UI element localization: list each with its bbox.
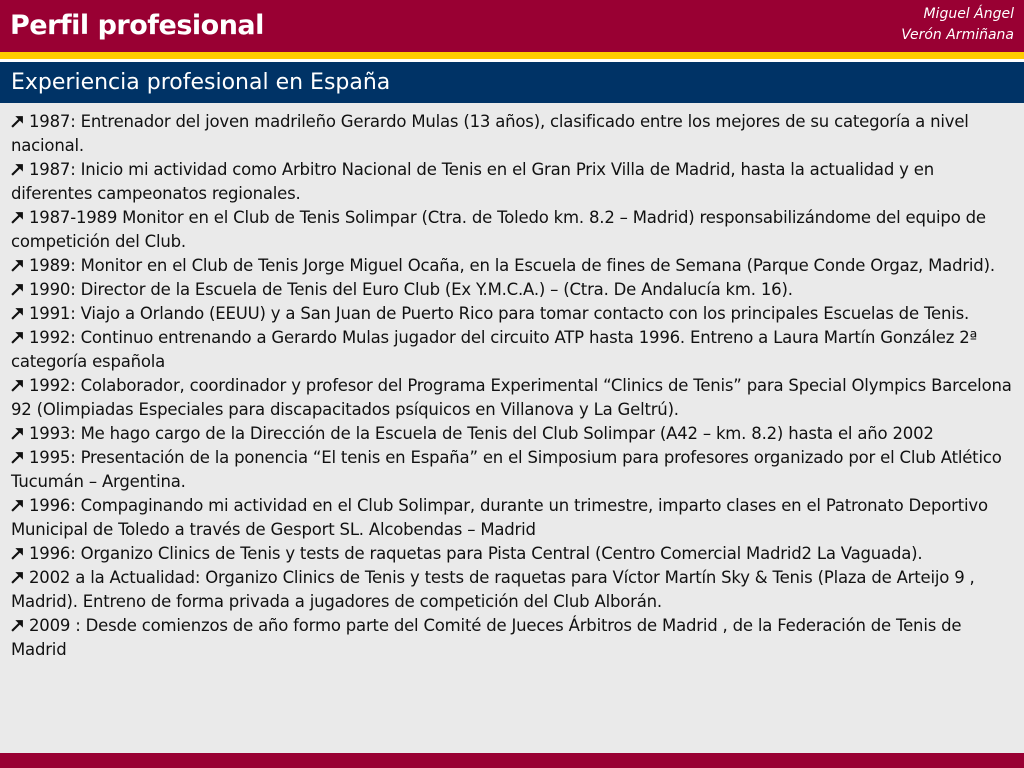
list-item [11,422,1017,446]
arrow-up-right-icon [11,163,24,176]
list-item [11,158,1017,206]
page-title: Perfil profesional [10,10,264,41]
arrow-up-right-icon [11,499,24,512]
arrow-up-right-icon [11,283,24,296]
content-area [0,103,1024,753]
list-item [11,278,1017,302]
arrow-up-right-icon [11,259,24,272]
arrow-up-right-icon [11,571,24,584]
list-item-text: 1993: Me hago cargo de la Dirección de la Escuela de Tenis del Club Solimpar (A42 – km. 8.2) hasta el año 2002 [29,424,934,443]
author-name [901,4,1014,46]
arrow-up-right-icon [11,307,24,320]
list-item [11,374,1017,422]
footer-bar [0,753,1024,768]
list-item-text: 1989: Monitor en el Club de Tenis Jorge Miguel Ocaña, en la Escuela de fines de Semana (Parque Conde Orgaz, Madrid). [29,256,995,275]
list-item [11,614,1017,662]
list-item-text: 1996: Compaginando mi actividad en el Club Solimpar, durante un trimestre, imparto clases en el Patronato Deportivo Municipal de Toledo a través de Gesport SL. Alcobendas – Madrid [11,496,988,539]
list-item-text: 2009 : Desde comienzos de año formo parte del Comité de Jueces Árbitros de Madrid , de la Federación de Tenis de Madrid [11,616,962,659]
list-item [11,254,1017,278]
list-item-text: 1987: Inicio mi actividad como Arbitro Nacional de Tenis en el Gran Prix Villa de Madrid, hasta la actualidad y en diferentes campeonatos regionales. [11,160,934,203]
author-first-name: Miguel Ángel [923,6,1014,22]
header-bar [0,0,1024,52]
list-item [11,110,1017,158]
arrow-up-right-icon [11,427,24,440]
list-item [11,542,1017,566]
section-title: Experiencia profesional en España [11,70,391,95]
arrow-up-right-icon [11,331,24,344]
list-item-text: 1995: Presentación de la ponencia “El tenis en España” en el Simposium para profesores organizado por el Club Atlético Tucumán – Argentina. [11,448,1002,491]
arrow-up-right-icon [11,379,24,392]
list-item [11,302,1017,326]
arrow-up-right-icon [11,619,24,632]
arrow-up-right-icon [11,211,24,224]
arrow-up-right-icon [11,115,24,128]
accent-stripe [0,52,1024,59]
list-item-text: 1996: Organizo Clinics de Tenis y tests de raquetas para Pista Central (Centro Comercial Madrid2 La Vaguada). [29,544,923,563]
arrow-up-right-icon [11,451,24,464]
list-item-text: 1991: Viajo a Orlando (EEUU) y a San Juan de Puerto Rico para tomar contacto con los principales Escuelas de Tenis. [29,304,970,323]
arrow-up-right-icon [11,547,24,560]
list-item [11,566,1017,614]
experience-list [11,110,1017,662]
list-item [11,206,1017,254]
list-item [11,326,1017,374]
list-item-text: 1987: Entrenador del joven madrileño Gerardo Mulas (13 años), clasificado entre los mejores de su categoría a nivel nacional. [11,112,969,155]
section-header [0,62,1024,103]
list-item-text: 1992: Colaborador, coordinador y profesor del Programa Experimental “Clinics de Tenis” para Special Olympics Barcelona 92 (Olimpiadas Especiales para discapacitados psíquicos en Villanova y La Geltrú). [11,376,1012,419]
list-item [11,446,1017,494]
author-last-name: Verón Armiñana [901,27,1014,43]
list-item [11,494,1017,542]
list-item-text: 1987-1989 Monitor en el Club de Tenis Solimpar (Ctra. de Toledo km. 8.2 – Madrid) responsabilizándome del equipo de competición del Club. [11,208,986,251]
list-item-text: 1992: Continuo entrenando a Gerardo Mulas jugador del circuito ATP hasta 1996. Entreno a Laura Martín González 2ª categoría española [11,328,978,371]
list-item-text: 1990: Director de la Escuela de Tenis del Euro Club (Ex Y.M.C.A.) – (Ctra. De Andalucía km. 16). [29,280,793,299]
list-item-text: 2002 a la Actualidad: Organizo Clinics de Tenis y tests de raquetas para Víctor Martín Sky & Tenis (Plaza de Arteijo 9 , Madrid). Entreno de forma privada a jugadores de competición del Club Alborán. [11,568,975,611]
